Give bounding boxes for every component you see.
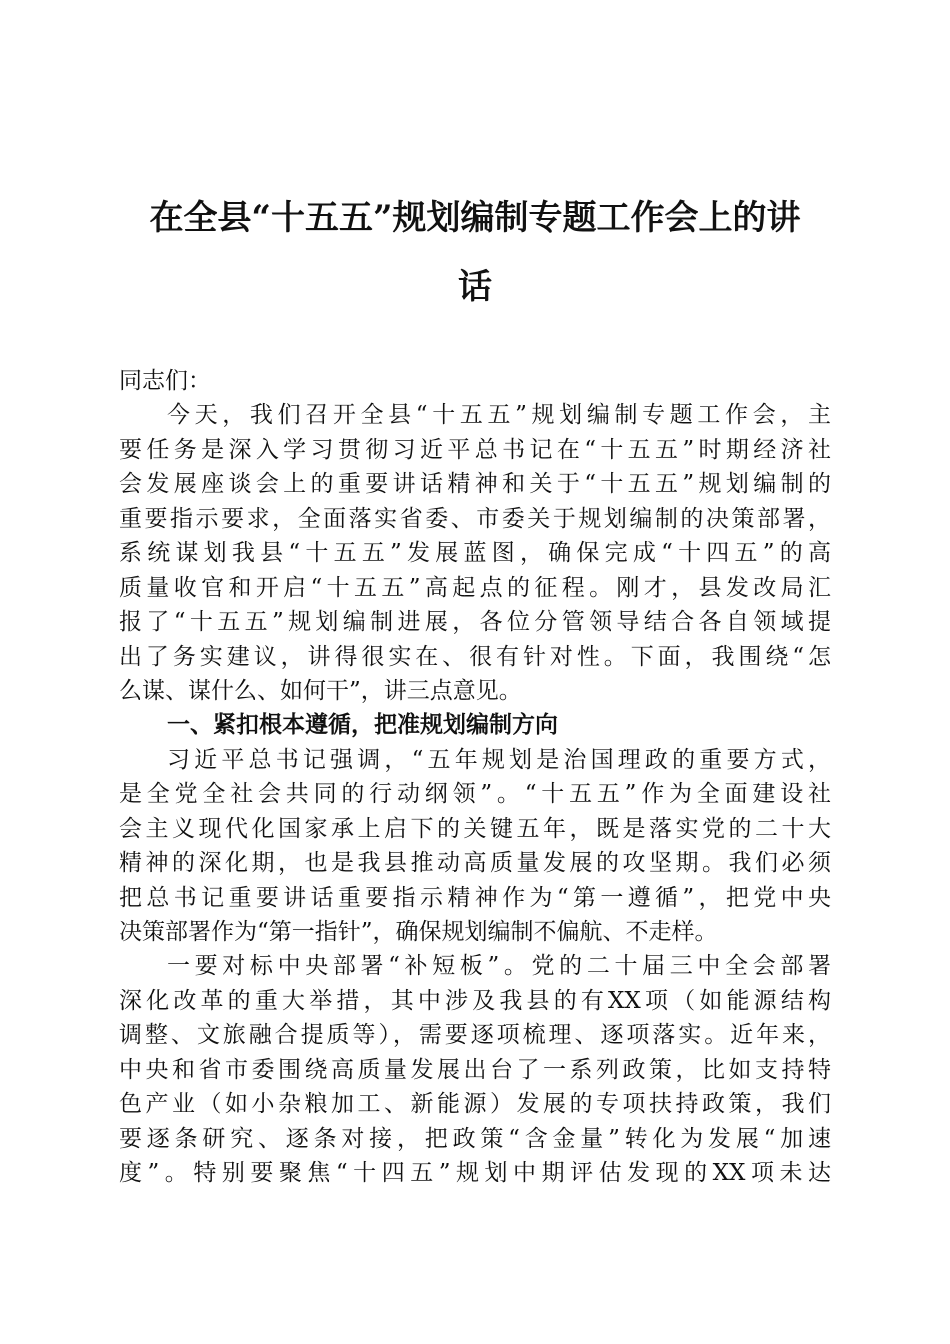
paragraph-line: 决策部署作为“第一指针”，确保规划编制不偏航、不走样。 xyxy=(119,919,718,945)
document-body xyxy=(119,364,831,1191)
document-title-line-2: 话 xyxy=(458,267,492,307)
paragraph-line: 习近平总书记强调，“五年规划是治国理政的重要方式， xyxy=(167,746,831,773)
paragraph-line: 色产业（如小杂粮加工、新能源）发展的专项扶持政策，我们 xyxy=(119,1091,831,1118)
section-heading: 一、紧扣根本遵循，把准规划编制方向 xyxy=(167,711,558,739)
paragraph-line: 度”。特别要聚焦“十四五”规划中期评估发现的XX项未达 xyxy=(119,1160,831,1187)
paragraph-line: 今天，我们召开全县“十五五”规划编制专题工作会，主 xyxy=(167,402,831,429)
paragraph-line: 把总书记重要讲话重要指示精神作为“第一遵循”，把党中央 xyxy=(119,884,831,911)
paragraph-line: 系统谋划我县“十五五”发展蓝图，确保完成“十四五”的高 xyxy=(119,540,831,567)
paragraph-line: 重要指示要求，全面落实省委、市委关于规划编制的决策部署， xyxy=(119,505,831,532)
document-title-line-1: 在全县“十五五”规划编制专题工作会上的讲 xyxy=(149,198,801,238)
paragraph-line: 中央和省市委围绕高质量发展出台了一系列政策，比如支持特 xyxy=(119,1056,831,1083)
paragraph-line: 会发展座谈会上的重要讲话精神和关于“十五五”规划编制的 xyxy=(119,471,831,498)
paragraph-line: 要任务是深入学习贯彻习近平总书记在“十五五”时期经济社 xyxy=(119,436,831,463)
paragraph-line: 质量收官和开启“十五五”高起点的征程。刚才，县发改局汇 xyxy=(119,574,831,601)
paragraph-line: 会主义现代化国家承上启下的关键五年，既是落实党的二十大 xyxy=(119,815,831,842)
paragraph-line: 报了“十五五”规划编制进展，各位分管领导结合各自领域提 xyxy=(119,609,831,636)
paragraph-line: 调整、文旅融合提质等），需要逐项梳理、逐项落实。近年来， xyxy=(119,1022,831,1049)
salutation: 同志们： xyxy=(119,368,211,394)
paragraph-line: 出了务实建议，讲得很实在、很有针对性。下面，我围绕“怎 xyxy=(119,643,831,670)
paragraph-line: 一要对标中央部署“补短板”。党的二十届三中全会部署 xyxy=(167,953,831,980)
paragraph-line: 么谋、谋什么、如何干”，讲三点意见。 xyxy=(119,677,522,704)
paragraph-line: 精神的深化期，也是我县推动高质量发展的攻坚期。我们必须 xyxy=(119,850,831,877)
paragraph-line: 是全党全社会共同的行动纲领”。“十五五”作为全面建设社 xyxy=(119,781,831,808)
paragraph-line: 深化改革的重大举措，其中涉及我县的有XX项（如能源结构 xyxy=(119,987,831,1014)
paragraph-line: 要逐条研究、逐条对接，把政策“含金量”转化为发展“加速 xyxy=(119,1125,831,1152)
